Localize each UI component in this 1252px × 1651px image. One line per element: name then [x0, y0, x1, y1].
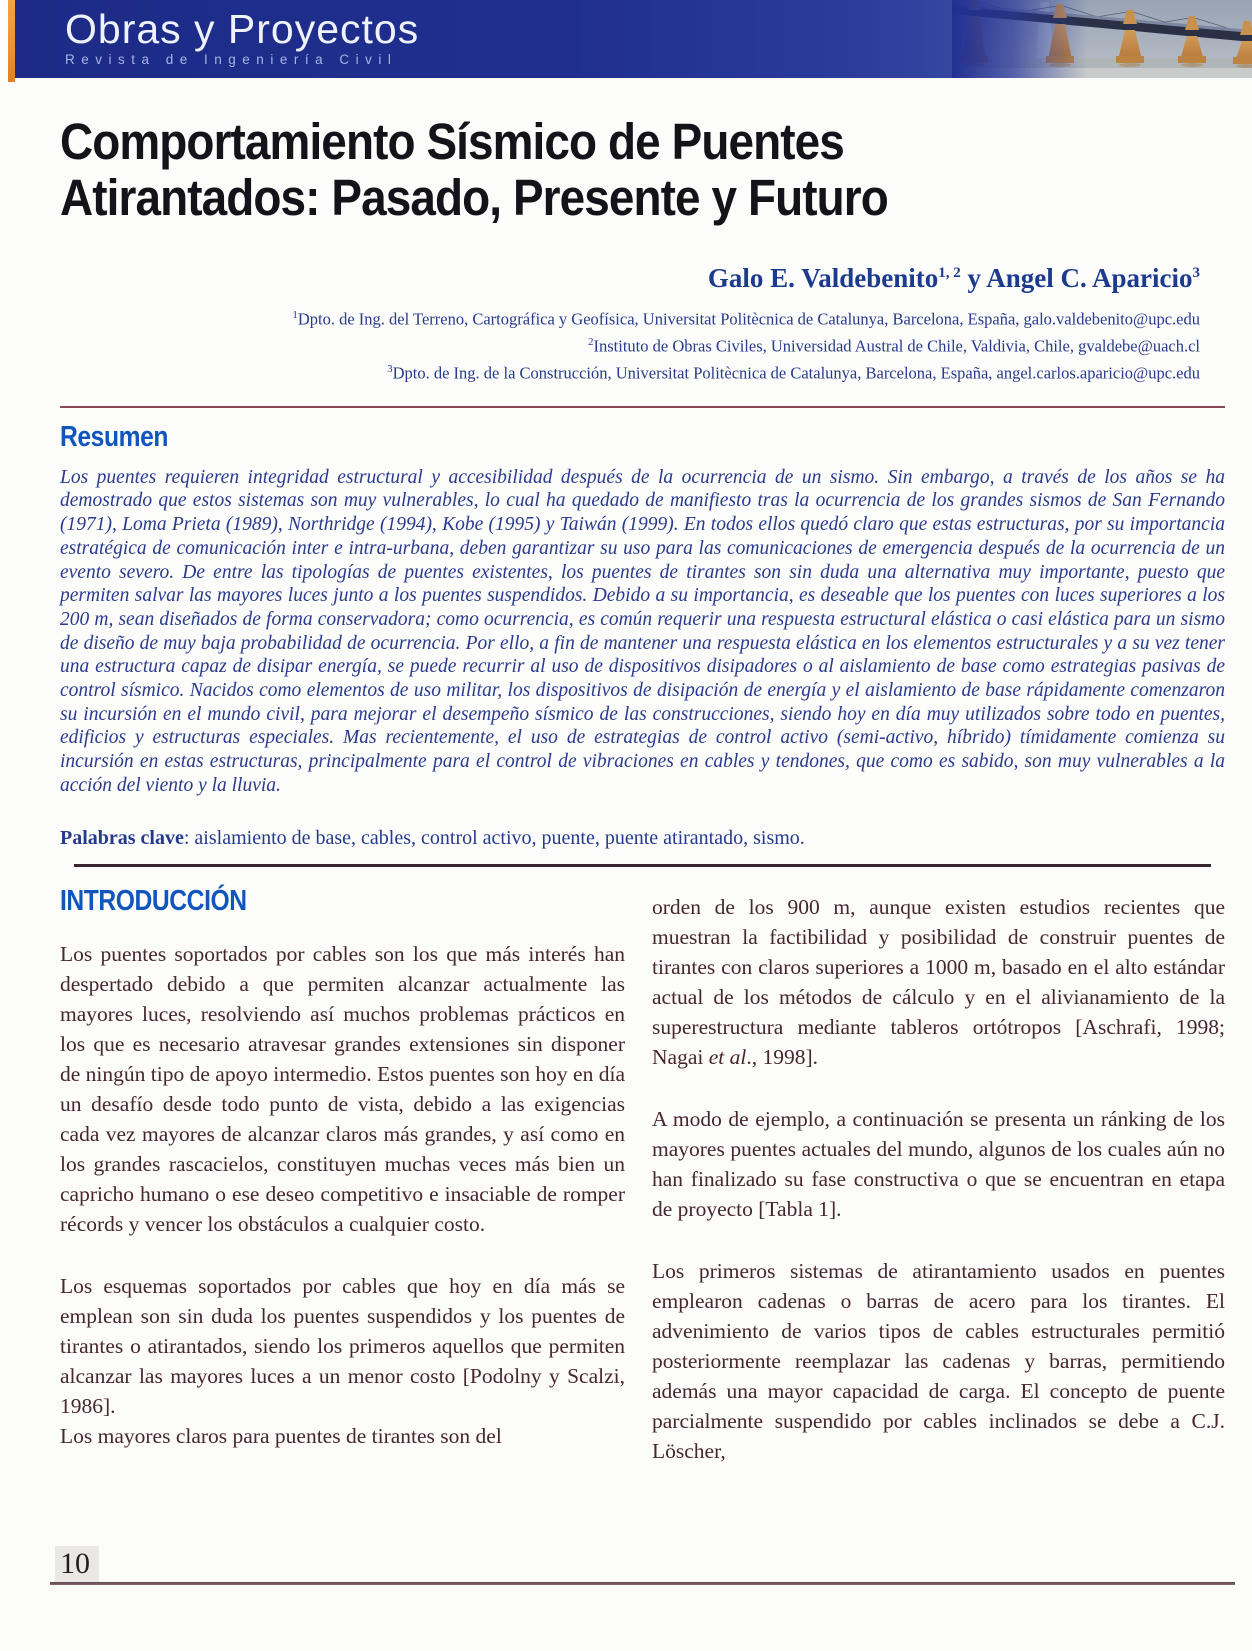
keywords-line — [60, 825, 1225, 851]
article-content — [60, 78, 1225, 1498]
authors-connector: y — [960, 263, 987, 293]
affiliation-1-text: Dpto. de Ing. del Terreno, Cartográfica y Geofísica, Universitat Politècnica de Catalunya, Barcelona, España, galo.valdebenito@upc.edu — [297, 309, 1200, 329]
left-column — [60, 879, 625, 1498]
divider-mid-rule — [74, 864, 1211, 867]
abstract-text: Los puentes requieren integridad estructural y accesibilidad después de la ocurrencia de un sismo. Sin embargo, a través de los años se ha demostrado que estos sistemas son muy vulnerables, lo cual ha quedado de manifiesto tras la ocurrencia de los grandes sismos de San Fernando (1971), Loma Prieta (1989), Northridge (1994), Kobe (1995) y Taiwán (1999). En todos ellos quedó claro que estas estructuras, por su importancia estratégica de comunicación inter e intra-urbana, deben garantizar su uso para las comunicaciones de emergencia después de la ocurrencia de un evento severo. De entre las tipologías de puentes existentes, los puentes de tirantes son sin duda una alternativa muy importante, puesto que permiten salvar las mayores luces junto a los puentes suspendidos. Debido a su importancia, es deseable que los puentes con luces superiores a los 200 m, sean diseñados de forma conservadora; como ocurrencia, es común requerir una respuesta estructural elástica o casi elástica para un sismo de diseño de muy baja probabilidad de ocurrencia. Por ello, a fin de mantener una respuesta elástica en los elementos estructurales y a su vez tener una estructura capaz de disipar energía, se puede recurrir al uso de dispositivos disipadores o al aislamiento de base como estrategias pasivas de control sísmico. Nacidos como elementos de uso militar, los dispositivos de disipación de energía y el aislamiento de base rápidamente comenzaron su incursión en el mundo civil, para mejorar el desempeño sísmico de las construcciones, siendo hoy en día muy utilizados sobre todo en puentes, edificios y estructuras especiales. Mas recientemente, el uso de estrategias de control activo (semi-activo, híbrido) tímidamente comienza su incursión en estas estructuras, principalmente para el control de vibraciones en cables y tendones, que como es sabido, son muy vulnerables a la acción del viento y la lluvia. — [60, 466, 1225, 796]
bridge-photo — [952, 0, 1252, 78]
affiliation-line-3 — [60, 358, 1200, 385]
intro-paragraph-4 — [652, 892, 1225, 1072]
footer-rule — [50, 1582, 1235, 1585]
intro-paragraph-3: Los mayores claros para puentes de tirantes son del — [60, 1423, 502, 1448]
affiliation-line-1 — [60, 304, 1200, 331]
intro-paragraph-1: Los puentes soportados por cables son los que más interés han despertado debido a que permiten alcanzar actualmente las mayores luces, resolviendo así muchos problemas prácticos en los que es necesario atravesar grandes extensiones sin disponer de ningún tipo de apoyo intermedio. Estos puentes son hoy en día un desafío desde todo punto de vista, debido a las exigencias cada vez mayores de alcanzar claros más grandes, y así como en los grandes rascacielos, constituyen muchas veces más bien un capricho humano o ese deseo competitivo e insaciable de romper récords y vencer los obstáculos a cualquier costo. — [60, 941, 625, 1236]
two-column-layout — [60, 879, 1225, 1498]
affiliation-1-superscript: 1 — [292, 309, 298, 321]
affiliation-3-superscript: 3 — [387, 362, 393, 375]
journal-banner-text — [65, 8, 419, 67]
intro-paragraph-2: Los esquemas soportados por cables que hoy en día más se emplean son sin duda los puentes suspendidos y los puentes de tirantes o atirantados, siendo los primeros aquellos que permiten alcanzar las mayores luces a un menor costo [Podolny y Scalzi, 1986]. — [60, 1273, 625, 1418]
right-column — [652, 879, 1225, 1498]
affiliations-block — [60, 304, 1225, 385]
affiliation-2-text: Instituto de Obras Civiles, Universidad Austral de Chile, Valdivia, Chile, gvaldebe@uach.cl — [593, 336, 1200, 356]
intro-paragraph-4-etal: et al — [708, 1044, 747, 1069]
article-title-line-1: Comportamiento Sísmico de Puentes — [60, 113, 844, 170]
author-name-1: Galo E. Valdebenito — [707, 263, 939, 293]
keywords-label: Palabras clave — [60, 826, 184, 849]
intro-paragraph-4-text: orden de los 900 m, aunque existen estudios recientes que muestran la factibilidad y posibilidad de construir puentes de tirantes con claros superiores a 1000 m, basado en el alto estándar actual de los métodos de cálculo y en el alivianamiento de la superestructura mediante tableros ortótropos [Aschrafi, 1998; Nagai — [652, 894, 1225, 1069]
author-1-superscript: 1, 2 — [938, 265, 961, 281]
author-name-2: Angel C. Aparicio — [986, 263, 1193, 293]
intro-paragraph-4-tail: ., 1998]. — [746, 1044, 819, 1069]
authors-line — [60, 256, 1225, 295]
keywords-text: : aislamiento de base, cables, control activo, puente, puente atirantado, sismo. — [183, 826, 805, 849]
article-title — [60, 114, 1109, 226]
introduction-heading: INTRODUCCIÓN — [60, 884, 247, 917]
page-footer — [0, 1546, 1252, 1586]
article-title-line-2: Atirantados: Pasado, Presente y Futuro — [60, 169, 888, 226]
author-2-superscript: 3 — [1192, 265, 1200, 281]
journal-subtitle: Revista de Ingeniería Civil — [65, 52, 398, 67]
intro-paragraph-5: A modo de ejemplo, a continuación se presenta un ránking de los mayores puentes actuales del mundo, algunos de los cuales aún no han finalizado su fase constructiva o que se encuentran en etapa de proyecto [Tabla 1]. — [652, 1106, 1225, 1221]
page-number: 10 — [55, 1546, 99, 1582]
affiliation-line-2 — [60, 331, 1200, 358]
abstract-heading: Resumen — [60, 420, 168, 453]
affiliation-2-superscript: 2 — [588, 335, 594, 348]
divider-top-rule — [60, 406, 1225, 408]
journal-banner — [15, 0, 1252, 78]
orange-accent-stripe — [8, 0, 15, 82]
journal-name: Obras y Proyectos — [65, 6, 420, 52]
intro-paragraph-6: Los primeros sistemas de atirantamiento usados en puentes emplearon cadenas o barras de acero para los tirantes. El advenimiento de varios tipos de cables estructurales permitió posteriormente reemplazar las cadenas y barras, permitiendo además una mayor capacidad de carga. El concepto de puente parcialmente suspendido por cables inclinados se debe a C.J. Löscher, — [652, 1258, 1225, 1463]
affiliation-3-text: Dpto. de Ing. de la Construcción, Universitat Politècnica de Catalunya, Barcelona, España, angel.carlos.aparicio@upc.edu — [392, 363, 1200, 383]
